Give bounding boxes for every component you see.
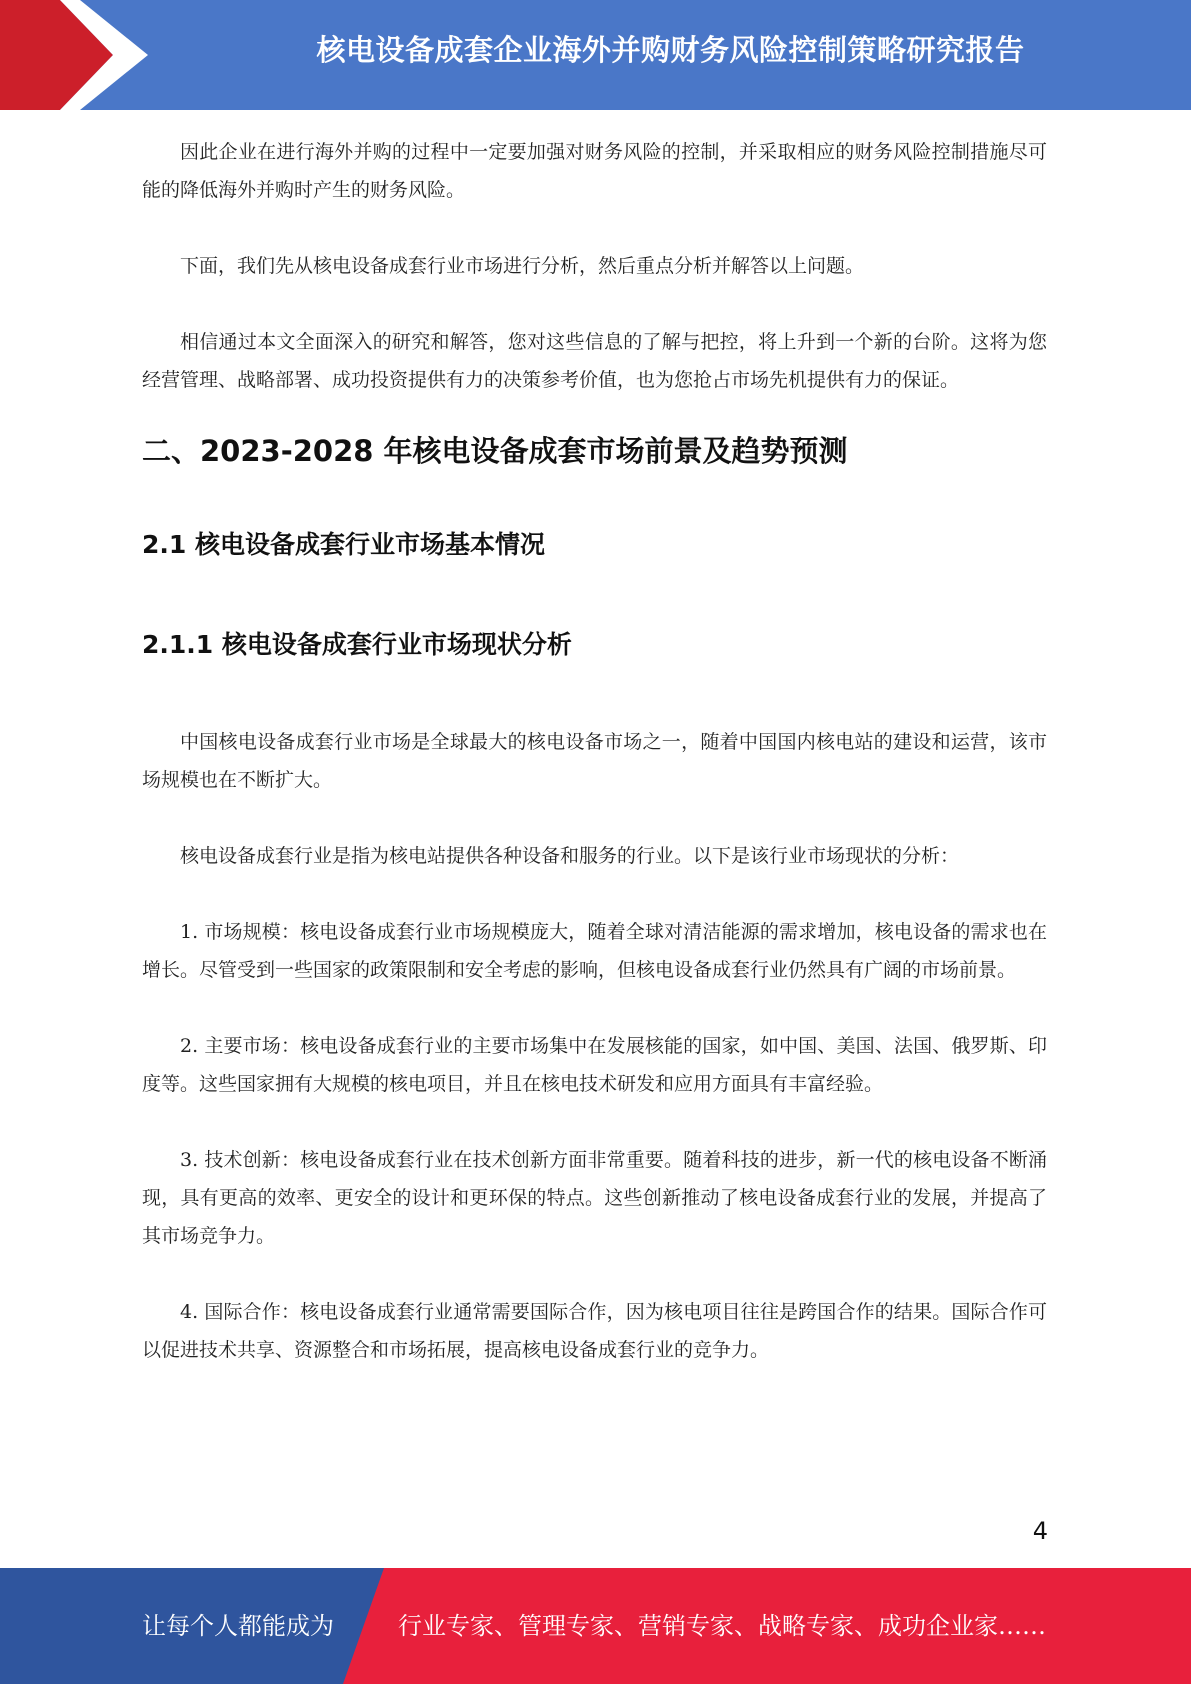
list-item: 3. 技术创新：核电设备成套行业在技术创新方面非常重要。随着科技的进步，新一代的核电设备不断涌现，具有更高的效率、更安全的设计和更环保的特点。这些创新推动了核电设备成套行业的发展，并提高了其市场竞争力。 bbox=[142, 1149, 1047, 1247]
paragraph: 相信通过本文全面深入的研究和解答，您对这些信息的了解与把控，将上升到一个新的台阶。这将为您经营管理、战略部署、成功投资提供有力的决策参考价值，也为您抢占市场先机提供有力的保证。 bbox=[142, 331, 1047, 391]
section-heading: 二、2023-2028 年核电设备成套市场前景及趋势预测 bbox=[142, 434, 848, 468]
report-title: 核电设备成套企业海外并购财务风险控制策略研究报告 bbox=[316, 33, 1025, 67]
subsection-heading: 2.1 核电设备成套行业市场基本情况 bbox=[142, 530, 545, 559]
footer-slogan-right: 行业专家、管理专家、营销专家、战略专家、成功企业家…… bbox=[398, 1612, 1046, 1640]
footer-slogan-left: 让每个人都能成为 bbox=[142, 1612, 334, 1640]
paragraph: 下面，我们先从核电设备成套行业市场进行分析，然后重点分析并解答以上问题。 bbox=[180, 255, 865, 277]
document-body bbox=[142, 133, 1047, 1369]
page-number: 4 bbox=[1032, 1517, 1048, 1545]
header-arrow-decoration bbox=[0, 0, 160, 110]
page-footer bbox=[0, 1568, 1191, 1684]
paragraph: 中国核电设备成套行业市场是全球最大的核电设备市场之一，随着中国国内核电站的建设和运营，该市场规模也在不断扩大。 bbox=[142, 731, 1047, 791]
page-header bbox=[0, 0, 1191, 110]
subsubsection-heading: 2.1.1 核电设备成套行业市场现状分析 bbox=[142, 630, 572, 659]
paragraph: 核电设备成套行业是指为核电站提供各种设备和服务的行业。以下是该行业市场现状的分析： bbox=[180, 845, 960, 867]
list-item: 2. 主要市场：核电设备成套行业的主要市场集中在发展核能的国家，如中国、美国、法国、俄罗斯、印度等。这些国家拥有大规模的核电项目，并且在核电技术研发和应用方面具有丰富经验。 bbox=[142, 1035, 1047, 1095]
list-item: 4. 国际合作：核电设备成套行业通常需要国际合作，因为核电项目往往是跨国合作的结果。国际合作可以促进技术共享、资源整合和市场拓展，提高核电设备成套行业的竞争力。 bbox=[142, 1301, 1047, 1361]
paragraph: 因此企业在进行海外并购的过程中一定要加强对财务风险的控制，并采取相应的财务风险控制措施尽可能的降低海外并购时产生的财务风险。 bbox=[142, 141, 1047, 201]
list-item: 1. 市场规模：核电设备成套行业市场规模庞大，随着全球对清洁能源的需求增加，核电设备的需求也在增长。尽管受到一些国家的政策限制和安全考虑的影响，但核电设备成套行业仍然具有广阔的市场前景。 bbox=[142, 921, 1047, 981]
